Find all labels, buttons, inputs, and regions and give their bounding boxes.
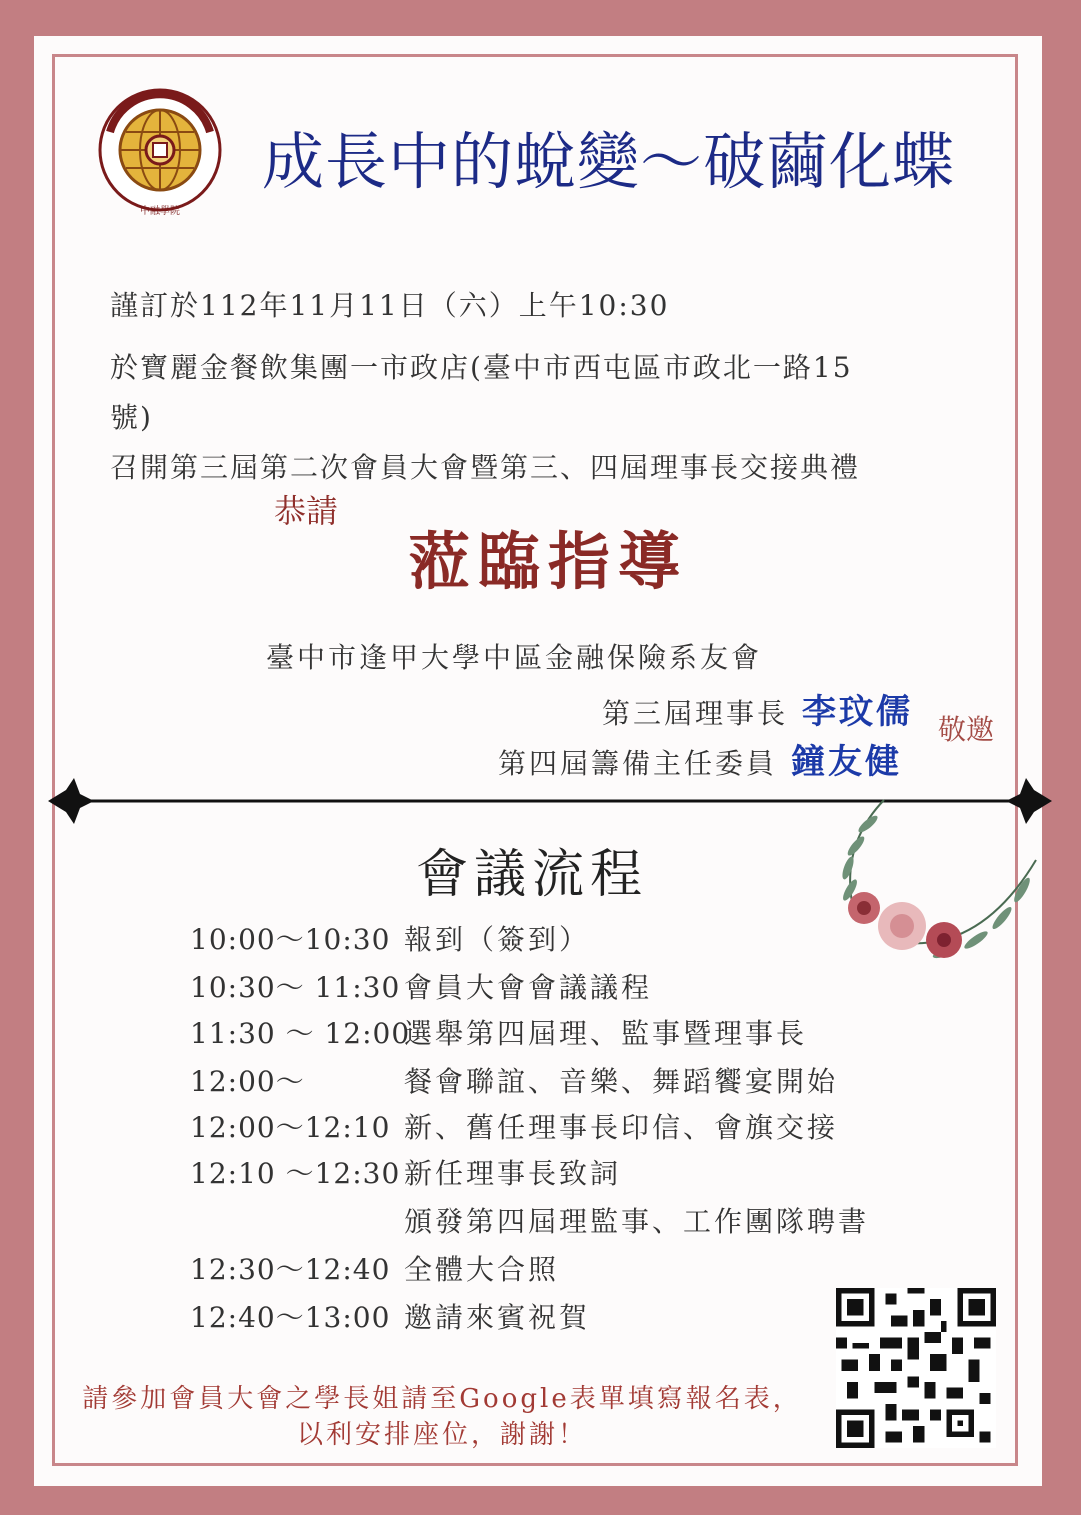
agenda-row: 10:30～ 11:30 會員大會會議議程 <box>190 971 653 1004</box>
agenda-row: 頒發第四屆理監事、工作團隊聘書 <box>404 1205 870 1238</box>
invite-prefix: 恭請 <box>274 492 339 530</box>
registration-note: 請參加會員大會之學長姐請至Google表單填寫報名表， <box>82 1384 802 1414</box>
event-line: 召開第三屆第二次會員大會暨第三、四屆理事長交接典禮 <box>110 451 861 484</box>
college-logo <box>94 82 226 222</box>
chair-3-title: 第三屆理事長 <box>602 697 789 730</box>
agenda-row: 12:30～12:40 全體大合照 <box>190 1253 560 1286</box>
agenda-row: 12:10 ～12:30 新任理事長致詞 <box>190 1157 622 1190</box>
chair-4-title: 第四屆籌備主任委員 <box>498 747 778 780</box>
qr-code[interactable] <box>836 1288 996 1448</box>
chair-3 <box>602 684 913 733</box>
svg-text:中融學院: 中融學院 <box>140 206 180 217</box>
chair-3-name: 李玟儒 <box>802 692 914 732</box>
registration-note-cont: 以利安排座位，謝謝！ <box>296 1420 587 1450</box>
agenda-row: 12:00～12:10 新、舊任理事長印信、會旗交接 <box>190 1111 839 1144</box>
agenda-row: 10:00～10:30 報到（簽到） <box>190 923 591 956</box>
invite-main: 蒞臨指導 <box>408 525 689 598</box>
organization-name: 臺中市逢甲大學中區金融保險系友會 <box>266 641 763 674</box>
agenda-row: 12:00～ 餐會聯誼、音樂、舞蹈饗宴開始 <box>190 1065 839 1098</box>
date-line: 謹訂於112年11月11日（六）上午10:30 <box>110 289 670 322</box>
closing-text: 敬邀 <box>938 713 995 746</box>
venue-line: 於寶麗金餐飲集團一市政店(臺中市西屯區市政北一路15 <box>110 351 853 384</box>
chair-4-name: 鐘友健 <box>791 742 903 782</box>
agenda-row: 11:30 ～ 12:00選舉第四屆理、監事暨理事長 <box>190 1017 808 1050</box>
floral-wreath-decoration <box>826 790 1046 980</box>
venue-line-cont: 號) <box>110 401 153 434</box>
agenda-title: 會議流程 <box>416 845 649 905</box>
page-title: 成長中的蛻變～破繭化蝶 <box>262 125 956 198</box>
agenda-row: 12:40～13:00 邀請來賓祝賀 <box>190 1301 591 1334</box>
